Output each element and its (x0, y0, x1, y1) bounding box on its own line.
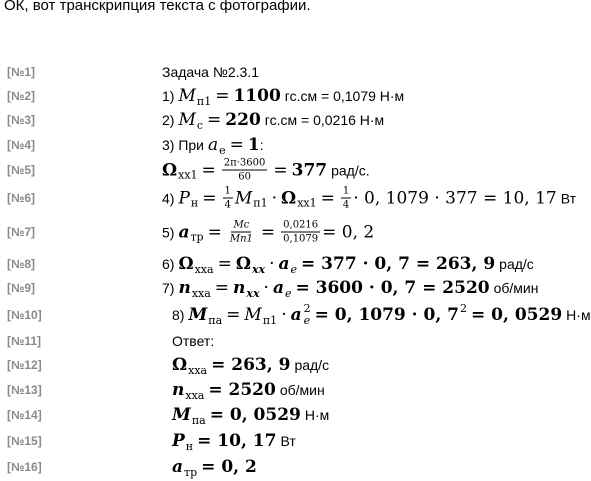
math-expression: = 0, 1079 · 0, 7 (314, 305, 460, 325)
math-expression: = 0, 0529 (209, 405, 301, 425)
math-subscript: па (208, 313, 223, 327)
line-content: 6) Ω ххa = Ω xx · a e = 377 · 0, 7 = 263, 9 рад/с (162, 254, 534, 276)
fraction-denominator: 60 (238, 171, 251, 183)
math-operator: = (260, 222, 276, 242)
line-number-tag: [№11] (7, 334, 42, 348)
line-number-tag: [№8] (7, 257, 36, 271)
fraction-numerator: 1 (342, 185, 350, 197)
unit-text: гс.см = 0,0216 Н·м (264, 112, 385, 128)
unit-text: об/мин (279, 382, 325, 398)
transcription-line-2 (0, 83, 564, 109)
math-subscript: хх1 (178, 168, 198, 182)
math-variable: n (178, 278, 191, 298)
math-fraction (341, 186, 351, 211)
math-subscript: тр (190, 230, 204, 244)
math-value: 377 (291, 160, 328, 180)
math-expression: = 2520 (208, 380, 276, 400)
math-operator: = (207, 222, 222, 242)
math-variable: a (272, 278, 284, 298)
transcription-line-11 (0, 328, 564, 354)
line-number-tag: [№7] (7, 225, 36, 239)
math-subscript: e (290, 262, 298, 276)
line-content (162, 86, 404, 106)
math-expression: · 0, 1079 · 377 = 10, 17 (353, 188, 557, 208)
line-content (162, 110, 384, 130)
math-subscript: хха (185, 388, 205, 402)
fraction-denominator: 0,1079 (283, 233, 319, 245)
math-subscript: н (190, 196, 199, 210)
item-number: 2) (162, 112, 175, 128)
line-content (172, 333, 214, 349)
math-subscript: ххa (194, 262, 214, 276)
math-operator: · (271, 188, 278, 208)
math-subscript: xx (251, 262, 266, 276)
math-variable: a (278, 254, 290, 274)
math-value: 1 (247, 135, 260, 155)
item-number: 7) (162, 280, 175, 296)
line-number-tag: [№16] (7, 460, 42, 474)
line-content (162, 158, 370, 183)
math-operator: · (263, 278, 269, 298)
line-content (172, 405, 329, 425)
problem-title: Задача №2.3.1 (162, 64, 260, 80)
math-variable: a (290, 305, 302, 325)
line-text: : (259, 137, 264, 153)
math-operator: = (229, 135, 244, 155)
item-number: 1) (162, 88, 175, 104)
transcription-line-5 (0, 157, 564, 183)
math-variable: Ω (178, 254, 194, 274)
unit-text: Вт (560, 190, 576, 206)
math-variable: M (244, 305, 262, 325)
transcription-line-4 (0, 132, 564, 158)
transcription-line-8 (0, 251, 564, 277)
line-number-tag: [№5] (7, 163, 36, 177)
line-number-tag: [№15] (7, 434, 42, 448)
math-subscript: e (219, 143, 226, 157)
math-subscript: п1 (196, 94, 212, 108)
item-number: 5) (162, 224, 175, 240)
math-subscript: xx (246, 286, 260, 300)
math-variable: M (178, 110, 196, 130)
math-variable: P (172, 431, 185, 451)
math-operator: = (207, 110, 222, 130)
line-number-tag: [№12] (7, 358, 42, 372)
intro-text: ОК, вот транскрипция текста с фотографии. (4, 0, 311, 14)
math-subscript: п1 (253, 196, 268, 210)
answer-label: Ответ: (172, 333, 215, 349)
math-variable: Ω (162, 160, 178, 180)
math-subscript: с (196, 118, 204, 132)
line-content (172, 457, 257, 477)
math-superscript: 2 (303, 302, 311, 315)
math-superscript: 2 (460, 301, 468, 315)
math-variable: Ω (235, 254, 251, 274)
fraction-denominator: 4 (224, 199, 231, 211)
math-operator: = (273, 160, 288, 180)
math-fraction (223, 186, 233, 211)
math-subscript: e (284, 286, 292, 300)
line-number-tag: [№13] (7, 383, 42, 397)
fraction-denominator: Mп1 (229, 233, 253, 245)
math-variable: M (178, 86, 196, 106)
fraction-denominator: 4 (342, 199, 350, 211)
math-expression: = 0, 2 (322, 222, 375, 242)
math-subscript: тр (184, 465, 198, 479)
math-variable: a (172, 457, 184, 477)
math-subscript: хха (188, 363, 208, 377)
line-number-tag: [№9] (7, 281, 36, 295)
transcription-line-13 (0, 377, 564, 403)
math-expression: = 0, 0529 (471, 305, 563, 325)
math-subscript: п1 (262, 313, 278, 327)
math-subscript: e (303, 314, 311, 327)
line-content (162, 186, 576, 211)
math-variable: M (172, 405, 191, 425)
math-variable: a (208, 135, 219, 155)
transcription-line-15 (0, 428, 564, 454)
math-expression: = 0, 2 (201, 457, 257, 477)
math-operator: = (215, 86, 230, 106)
math-subscript: хха (191, 286, 211, 300)
transcription-line-7 (0, 219, 564, 245)
fraction-numerator: 2π·3600 (223, 157, 266, 169)
math-expression: = 3600 · 0, 7 = 2520 (295, 278, 490, 298)
math-operator: · (269, 254, 275, 274)
fraction-numerator: Mс (233, 219, 250, 231)
math-subscript: хх1 (297, 196, 317, 210)
math-operator: = (202, 188, 217, 208)
unit-text: рад/с (499, 256, 534, 272)
math-fraction (281, 220, 320, 245)
item-number: 4) (162, 190, 175, 206)
line-content (162, 220, 374, 245)
transcription-line-1 (0, 59, 564, 85)
math-subscript: н (185, 439, 194, 453)
math-variable: Ω (172, 355, 188, 375)
line-number-tag: [№6] (7, 191, 36, 205)
math-fraction (228, 220, 255, 245)
math-operator: · (281, 305, 287, 325)
line-number-tag: [№14] (7, 408, 42, 422)
math-operator: = (201, 160, 216, 180)
line-number-tag: [№4] (7, 138, 36, 152)
unit-text: гс.см = 0,1079 Н·м (284, 88, 405, 104)
transcription-line-3 (0, 107, 564, 133)
math-variable: n (172, 380, 185, 400)
transcription-line-10 (0, 301, 591, 328)
transcription-line-6 (0, 185, 576, 211)
line-text: 3) При (162, 137, 205, 153)
unit-text: об/мин (493, 280, 539, 296)
math-operator: = (320, 188, 335, 208)
math-subscript: па (191, 413, 206, 427)
unit-text: рад/с. (331, 162, 370, 178)
unit-text: Вт (280, 433, 296, 449)
math-variable: P (178, 188, 190, 208)
transcription-line-9 (0, 275, 564, 301)
line-content: 8) M па = M п1 · a 2 e = 0, 1079 · 0, 7 2 = 0, 0529 Н·м (172, 301, 591, 327)
item-number: 6) (162, 256, 175, 272)
math-variable: n (233, 278, 246, 298)
unit-text: Н·м (304, 407, 330, 423)
item-number: 8) (172, 307, 185, 323)
fraction-numerator: 1 (224, 185, 231, 197)
transcription-line-12 (0, 352, 564, 378)
math-variable: M (234, 188, 253, 208)
math-value: 1100 (233, 86, 281, 106)
fraction-numerator: 0,0216 (283, 219, 319, 231)
math-variable: M (188, 305, 208, 325)
math-expression: = 10, 17 (197, 431, 277, 451)
line-content (162, 64, 259, 80)
math-variable: a (178, 222, 190, 242)
math-fraction (222, 158, 268, 183)
line-content (172, 380, 325, 400)
unit-text: Н·м (566, 307, 591, 323)
line-number-tag: [№1] (7, 65, 36, 79)
math-expression: = 263, 9 (211, 355, 291, 375)
line-content: 7) n хха = n xx · a e = 3600 · 0, 7 = 2520 об/мин (162, 278, 539, 300)
math-variable: Ω (281, 188, 297, 208)
line-number-tag: [№2] (7, 89, 36, 103)
transcription-line-14 (0, 402, 564, 428)
transcription-line-16 (0, 454, 564, 480)
line-content (162, 135, 264, 155)
math-value: 220 (225, 110, 261, 130)
line-number-tag: [№10] (7, 308, 42, 322)
math-expression: = 377 · 0, 7 = 263, 9 (301, 254, 496, 274)
line-number-tag: [№3] (7, 113, 36, 127)
line-content (172, 431, 296, 451)
line-content (172, 355, 329, 375)
unit-text: рад/с (294, 357, 330, 373)
